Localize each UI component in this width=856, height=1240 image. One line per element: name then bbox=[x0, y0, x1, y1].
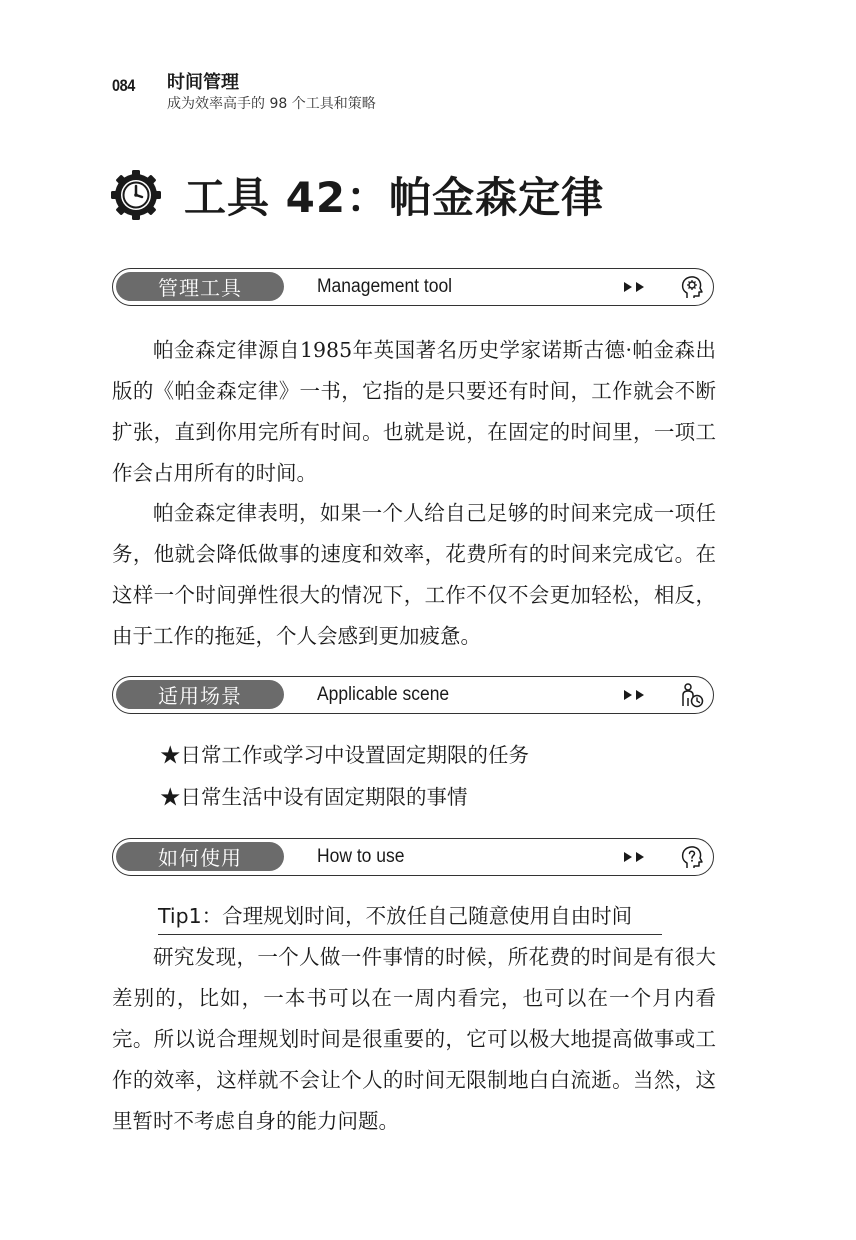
head-question-icon bbox=[679, 844, 705, 870]
section-label-en: Applicable scene bbox=[317, 683, 450, 705]
section-bar-management bbox=[112, 268, 714, 306]
section-label-cn: 适用场景 bbox=[116, 680, 284, 709]
double-arrow-icon bbox=[623, 851, 647, 863]
scene-item: ★日常工作或学习中设置固定期限的任务 bbox=[160, 743, 529, 767]
head-gear-icon bbox=[679, 274, 705, 300]
tip-paragraph: 研究发现，一个人做一件事情的时候，所花费的时间是有很大差别的，比如，一本书可以在一周内看完，也可以在一个月内看完。所以说合理规划时间是很重要的，它可以极大地提高做事或工作的效率，这样就不会让个人的时间无限制地白白流逝。当然，这里暂时不考虑自身的能力问题。 bbox=[112, 945, 716, 1133]
section-label-en: Management tool bbox=[317, 275, 453, 297]
tool-heading bbox=[110, 160, 604, 230]
double-arrow-icon bbox=[623, 689, 647, 701]
section-label-cn: 管理工具 bbox=[116, 272, 284, 301]
tool-title: 工具 42：帕金森定律 bbox=[184, 173, 605, 222]
double-arrow-icon bbox=[623, 281, 647, 293]
section-bar-scene bbox=[112, 676, 714, 714]
page-number: 084 bbox=[112, 76, 135, 95]
body-paragraph-2: 帕金森定律表明，如果一个人给自己足够的时间来完成一项任务，他就会降低做事的速度和效率，花费所有的时间来完成它。在这样一个时间弹性很大的情况下，工作不仅不会更加轻松，相反，由于工作的拖延，个人会感到更加疲惫。 bbox=[112, 501, 716, 648]
tip-heading: Tip1：合理规划时间，不放任自己随意使用自由时间 bbox=[158, 898, 662, 935]
scene-item: ★日常生活中设有固定期限的事情 bbox=[160, 785, 468, 809]
book-title: 时间管理 bbox=[167, 72, 239, 93]
section-bar-howto bbox=[112, 838, 714, 876]
gear-clock-icon bbox=[110, 169, 162, 221]
section-label-en: How to use bbox=[317, 845, 405, 867]
book-subtitle: 成为效率高手的 98 个工具和策略 bbox=[167, 96, 376, 112]
body-paragraph-1: 帕金森定律源自1985年英国著名历史学家诺斯古德·帕金森出版的《帕金森定律》一书，它指的是只要还有时间，工作就会不断扩张，直到你用完所有时间。也就是说，在固定的时间里，一项工作会占用所有的时间。 bbox=[112, 338, 716, 485]
person-clock-icon bbox=[679, 682, 705, 708]
section-label-cn: 如何使用 bbox=[116, 842, 284, 871]
